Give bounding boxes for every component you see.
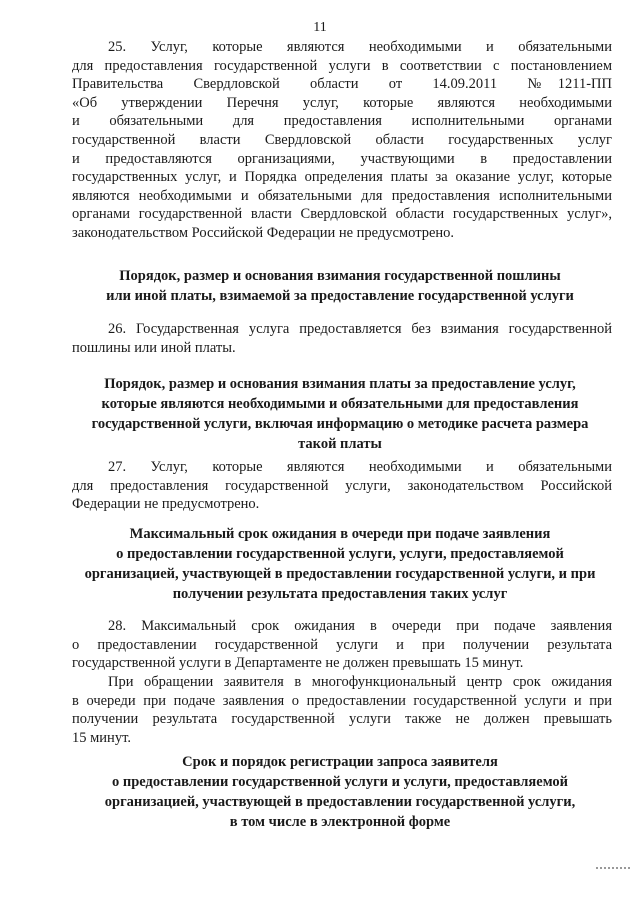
- text-line: и предоставляются организациями, участвующими в предоставлении: [72, 150, 612, 167]
- text-line: для предоставления государственной услуги в соответствии с постановлением: [72, 57, 612, 74]
- text-line: 28. Максимальный срок ожидания в очереди при подаче заявления: [108, 618, 612, 634]
- heading-line: государственной услуги, включая информацию о методике расчета размера: [91, 416, 589, 432]
- heading-line: получении результата предоставления таких услуг: [172, 586, 508, 602]
- heading-line: организацией, участвующей в предоставлении государственной услуги, и при: [84, 566, 596, 582]
- paragraph-28-continued: [72, 673, 612, 747]
- paragraph-26: [72, 320, 612, 357]
- text-line: получении результата государственной услуги также не должен превышать: [72, 711, 612, 728]
- text-line: органами государственной власти Свердловской области государственных услуг»,: [72, 206, 612, 223]
- text-line: При обращении заявителя в многофункциональный центр срок ожидания: [108, 674, 612, 690]
- text-line: и обязательными для предоставления исполнительными органами: [72, 113, 612, 130]
- heading-line: Срок и порядок регистрации запроса заявителя: [182, 754, 498, 770]
- heading-line: Максимальный срок ожидания в очереди при подаче заявления: [129, 526, 551, 542]
- text-line: для предоставления государственной услуги, законодательством Российской: [72, 477, 612, 494]
- section-heading-registration: [60, 752, 620, 832]
- paragraph-25: [72, 38, 612, 243]
- heading-line: организацией, участвующей в предоставлении государственной услуги,: [104, 794, 576, 810]
- heading-line: о предоставлении государственной услуги, услуги, предоставляемой: [116, 546, 564, 562]
- heading-line: о предоставлении государственной услуги и услуги, предоставляемой: [111, 774, 569, 790]
- text-line: 25. Услуг, которые являются необходимыми и обязательными: [108, 39, 612, 55]
- section-heading-service-fee: [60, 374, 620, 454]
- text-line: в очереди при подаче заявления о предоставлении государственной услуги и при: [72, 692, 612, 709]
- text-line: 26. Государственная услуга предоставляется без взимания государственной: [108, 321, 612, 337]
- text-line: государственной услуги в Департаменте не должен превышать 15 минут.: [72, 655, 524, 672]
- text-line: 15 минут.: [72, 729, 131, 746]
- page-number: 11: [313, 20, 327, 35]
- text-line: являются необходимыми и обязательными для предоставления исполнительными: [72, 187, 612, 204]
- text-line: законодательством Российской Федерации не предусмотрено.: [72, 224, 455, 241]
- text-line: о предоставлении государственной услуги и при получении результата: [72, 636, 612, 653]
- text-line: 27. Услуг, которые являются необходимыми и обязательными: [108, 459, 612, 475]
- section-heading-queue-time: [60, 524, 620, 604]
- section-heading-fee: [60, 266, 620, 306]
- text-line: государственных услуг, и Порядка определения платы за оказание услуг, которые: [72, 169, 612, 186]
- heading-line: которые являются необходимыми и обязательными для предоставления: [101, 396, 579, 412]
- heading-line: Порядок, размер и основания взимания государственной пошлины: [119, 268, 561, 284]
- heading-line: или иной платы, взимаемой за предоставление государственной услуги: [106, 288, 574, 304]
- text-line: Правительства Свердловской области от 14.09.2011 № 1211-ПП: [72, 76, 612, 93]
- text-line: «Об утверждении Перечня услуг, которые являются необходимыми: [72, 94, 612, 111]
- heading-line: такой платы: [298, 436, 382, 452]
- text-line: Федерации не предусмотрено.: [72, 496, 260, 513]
- heading-line: Порядок, размер и основания взимания платы за предоставление услуг,: [104, 376, 576, 392]
- paragraph-28: [72, 617, 612, 673]
- heading-line: в том числе в электронной форме: [229, 814, 451, 830]
- paragraph-27: [72, 458, 612, 514]
- text-line: государственной власти Свердловской области государственных услуг: [72, 131, 612, 148]
- text-line: пошлины или иной платы.: [72, 339, 236, 356]
- scan-artifact: [596, 864, 630, 869]
